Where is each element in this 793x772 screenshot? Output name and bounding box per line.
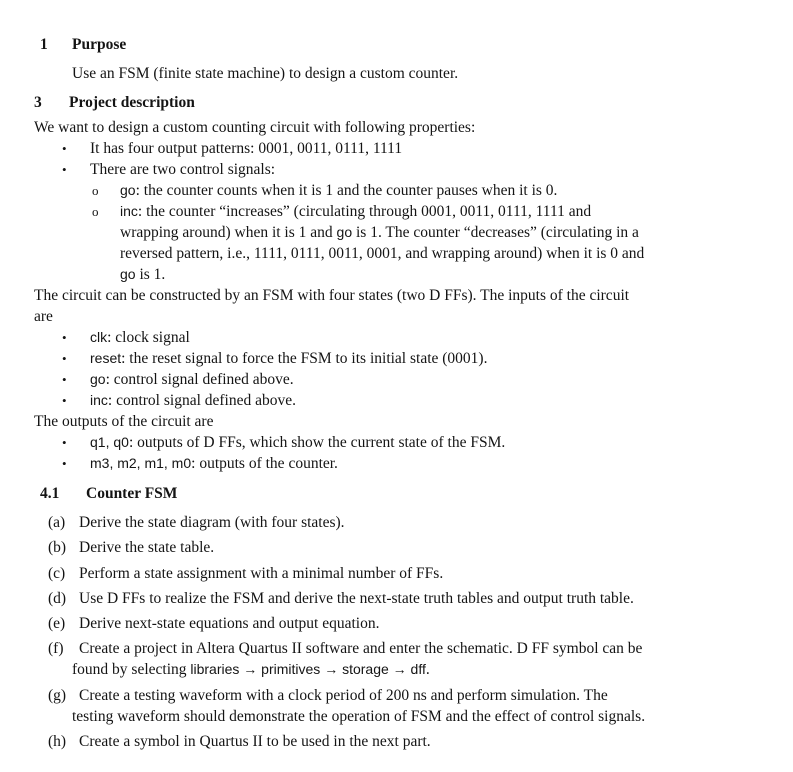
inc-line2-text-b: is 1. The counter “decreases” (circulating in a xyxy=(352,224,639,241)
input-clk xyxy=(90,327,190,348)
signal-name-clk: clk xyxy=(90,329,108,345)
task-f-line-2 xyxy=(72,659,430,680)
signal-name-q: q1, q0 xyxy=(90,434,129,450)
purpose-text: Use an FSM (finite state machine) to design a custom counter. xyxy=(72,65,459,82)
task-text-b: Derive the state table. xyxy=(79,539,215,556)
section-1-number: 1 xyxy=(40,36,48,53)
output-text: : outputs of D FFs, which show the current state of the FSM. xyxy=(128,434,506,451)
output-text: : outputs of the counter. xyxy=(191,455,338,472)
task-label-a: (a) xyxy=(48,514,66,531)
property-output-patterns: It has four output patterns: 0001, 0011, 0111, 1111 xyxy=(90,140,403,157)
go-signal-description xyxy=(120,180,557,201)
task-label-e: (e) xyxy=(48,615,66,632)
inc-signal-line-4 xyxy=(120,264,165,285)
task-label-d: (d) xyxy=(48,590,67,607)
inc-line4-text: is 1. xyxy=(135,266,166,283)
section-1-title: Purpose xyxy=(72,36,127,53)
input-text: : the reset signal to force the FSM to its initial state (0001). xyxy=(121,350,488,367)
project-intro: We want to design a custom counting circuit with following properties: xyxy=(34,119,476,136)
go-signal-text: : the counter counts when it is 1 and the counter pauses when it is 0. xyxy=(135,182,558,199)
task-g-line-2: testing waveform should demonstrate the operation of FSM and the effect of control signals. xyxy=(72,708,646,725)
signal-name-go: go xyxy=(120,266,136,282)
section-3-number: 3 xyxy=(34,94,42,111)
bullet-icon: • xyxy=(62,330,67,345)
inc-signal-text: : the counter “increases” (circulating through 0001, 0011, 0111, 1111 and xyxy=(137,203,592,220)
signal-name-go: go xyxy=(120,182,136,198)
signal-name-reset: reset xyxy=(90,350,122,366)
section-3-title: Project description xyxy=(69,94,195,111)
input-go xyxy=(90,369,294,390)
bullet-icon: • xyxy=(62,456,67,471)
library-path: libraries → primitives → storage → dff xyxy=(190,661,426,677)
signal-name-go: go xyxy=(90,371,106,387)
outputs-intro: The outputs of the circuit are xyxy=(34,413,214,430)
section-4-1-number: 4.1 xyxy=(40,485,60,502)
input-inc xyxy=(90,390,296,411)
section-4-1-title: Counter FSM xyxy=(86,485,178,502)
fsm-description-line-1: The circuit can be constructed by an FSM with four states (two D FFs). The inputs of the circuit xyxy=(34,287,630,304)
signal-name-m: m3, m2, m1, m0 xyxy=(90,455,192,471)
fsm-description-line-2: are xyxy=(34,308,53,325)
inc-signal-line-1 xyxy=(120,201,591,222)
inc-signal-line-2 xyxy=(120,222,639,243)
bullet-icon: • xyxy=(62,435,67,450)
task-text-h: Create a symbol in Quartus II to be used in the next part. xyxy=(79,733,431,750)
task-text-c: Perform a state assignment with a minimal number of FFs. xyxy=(79,565,444,582)
task-f-text: found by selecting xyxy=(72,661,191,678)
sub-bullet-icon: o xyxy=(92,183,99,198)
output-q xyxy=(90,432,505,453)
property-control-signals: There are two control signals: xyxy=(90,161,276,178)
sub-bullet-icon: o xyxy=(92,204,99,219)
input-text: : clock signal xyxy=(107,329,190,346)
task-label-c: (c) xyxy=(48,565,66,582)
task-label-g: (g) xyxy=(48,687,67,704)
bullet-icon: • xyxy=(62,372,67,387)
bullet-icon: • xyxy=(62,141,67,156)
task-text-a: Derive the state diagram (with four states). xyxy=(79,514,345,531)
output-m xyxy=(90,453,338,474)
task-f-period: . xyxy=(425,661,430,678)
task-label-b: (b) xyxy=(48,539,67,556)
input-text: : control signal defined above. xyxy=(105,371,294,388)
signal-name-inc: inc xyxy=(120,203,138,219)
inc-signal-line-3: reversed pattern, i.e., 1111, 0111, 0011, 0001, and wrapping around) when it is 0 and xyxy=(120,245,645,262)
input-text: : control signal defined above. xyxy=(107,392,297,409)
bullet-icon: • xyxy=(62,351,67,366)
task-text-d: Use D FFs to realize the FSM and derive the next-state truth tables and output truth table. xyxy=(79,590,634,607)
task-text-e: Derive next-state equations and output equation. xyxy=(79,615,380,632)
bullet-icon: • xyxy=(62,393,67,408)
bullet-icon: • xyxy=(62,162,67,177)
task-text-g: Create a testing waveform with a clock period of 200 ns and perform simulation. The xyxy=(79,687,608,704)
inc-line2-text: wrapping around) when it is 1 and xyxy=(120,224,337,241)
task-label-f: (f) xyxy=(48,640,64,657)
signal-name-inc: inc xyxy=(90,392,108,408)
signal-name-go: go xyxy=(336,224,353,240)
input-reset xyxy=(90,348,487,369)
task-text-f: Create a project in Altera Quartus II software and enter the schematic. D FF symbol can be xyxy=(79,640,643,657)
task-label-h: (h) xyxy=(48,733,67,750)
